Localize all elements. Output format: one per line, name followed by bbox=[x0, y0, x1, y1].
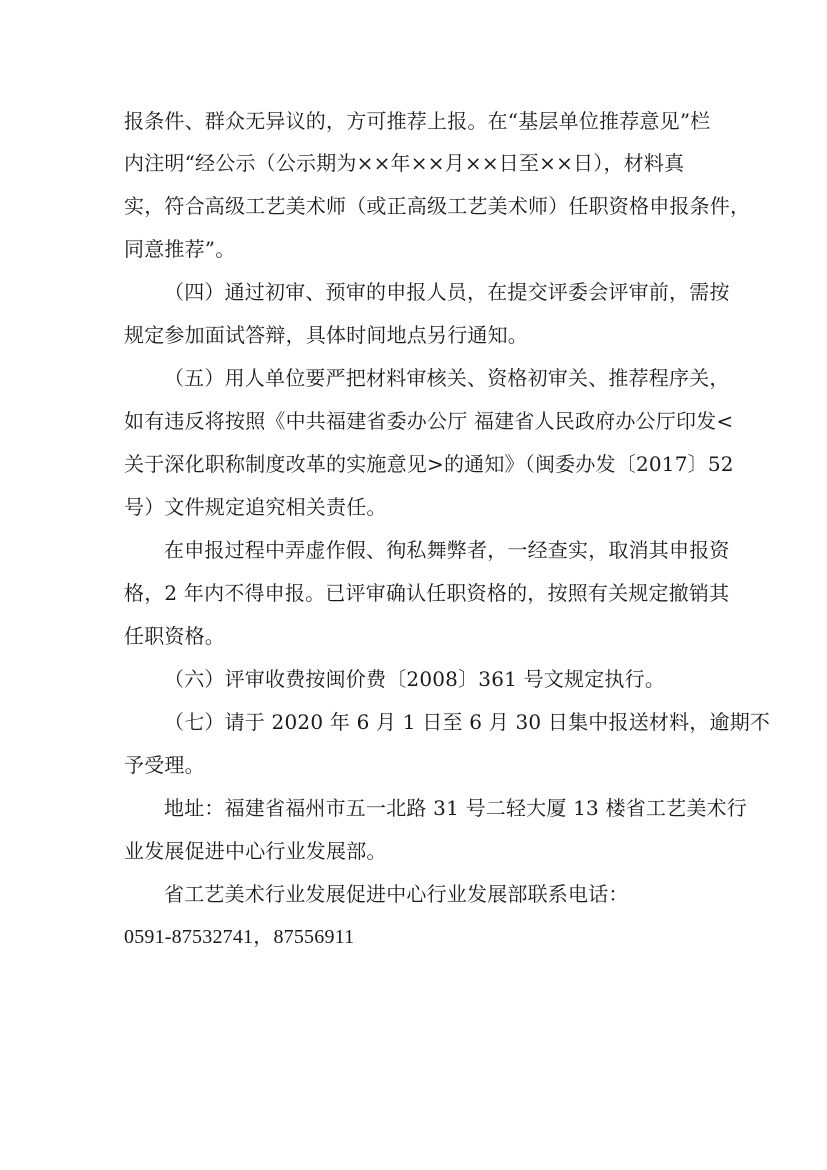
paragraph-line: 报条件、群众无异议的，方可推荐上报。在“基层单位推荐意见”栏 bbox=[124, 109, 711, 133]
paragraph-line: 予受理。 bbox=[124, 753, 205, 777]
paragraph-line: 格，2 年内不得申报。已评审确认任职资格的，按照有关规定撤销其 bbox=[124, 581, 730, 605]
contact-phone-line: 0591-87532741，87556911 bbox=[124, 926, 355, 948]
paragraph-line: 内注明“经公示（公示期为××年××月××日至××日），材料真 bbox=[124, 151, 685, 175]
section-six-line: （六）评审收费按闽价费〔2008〕361 号文规定执行。 bbox=[164, 667, 666, 691]
paragraph-line: 号）文件规定追究相关责任。 bbox=[124, 495, 387, 519]
paragraph-line: 业发展促进中心行业发展部。 bbox=[124, 839, 387, 863]
paragraph-line: 如有违反将按照《中共福建省委办公厅 福建省人民政府办公厅印发< bbox=[124, 409, 734, 433]
paragraph-line: 实，符合高级工艺美术师（或正高级工艺美术师）任职资格申报条件， bbox=[124, 194, 751, 218]
section-five-line: （五）用人单位要严把材料审核关、资格初审关、推荐程序关， bbox=[164, 366, 730, 390]
contact-label-line: 省工艺美术行业发展促进中心行业发展部联系电话： bbox=[164, 882, 629, 906]
section-four-line: （四）通过初审、预审的申报人员，在提交评委会评审前，需按 bbox=[164, 280, 730, 304]
paragraph-line: 规定参加面试答辩，具体时间地点另行通知。 bbox=[124, 323, 528, 347]
paragraph-line: 任职资格。 bbox=[124, 624, 225, 648]
paragraph-line: 在申报过程中弄虚作假、徇私舞弊者，一经查实，取消其申报资 bbox=[164, 538, 730, 562]
address-line: 地址：福建省福州市五一北路 31 号二轻大厦 13 楼省工艺美术行 bbox=[164, 796, 747, 820]
paragraph-line: 关于深化职称制度改革的实施意见>的通知》（闽委办发〔2017〕52 bbox=[124, 452, 734, 476]
paragraph-line: 同意推荐”。 bbox=[124, 237, 236, 261]
section-seven-line: （七）请于 2020 年 6 月 1 日至 6 月 30 日集中报送材料，逾期不 bbox=[164, 710, 771, 734]
